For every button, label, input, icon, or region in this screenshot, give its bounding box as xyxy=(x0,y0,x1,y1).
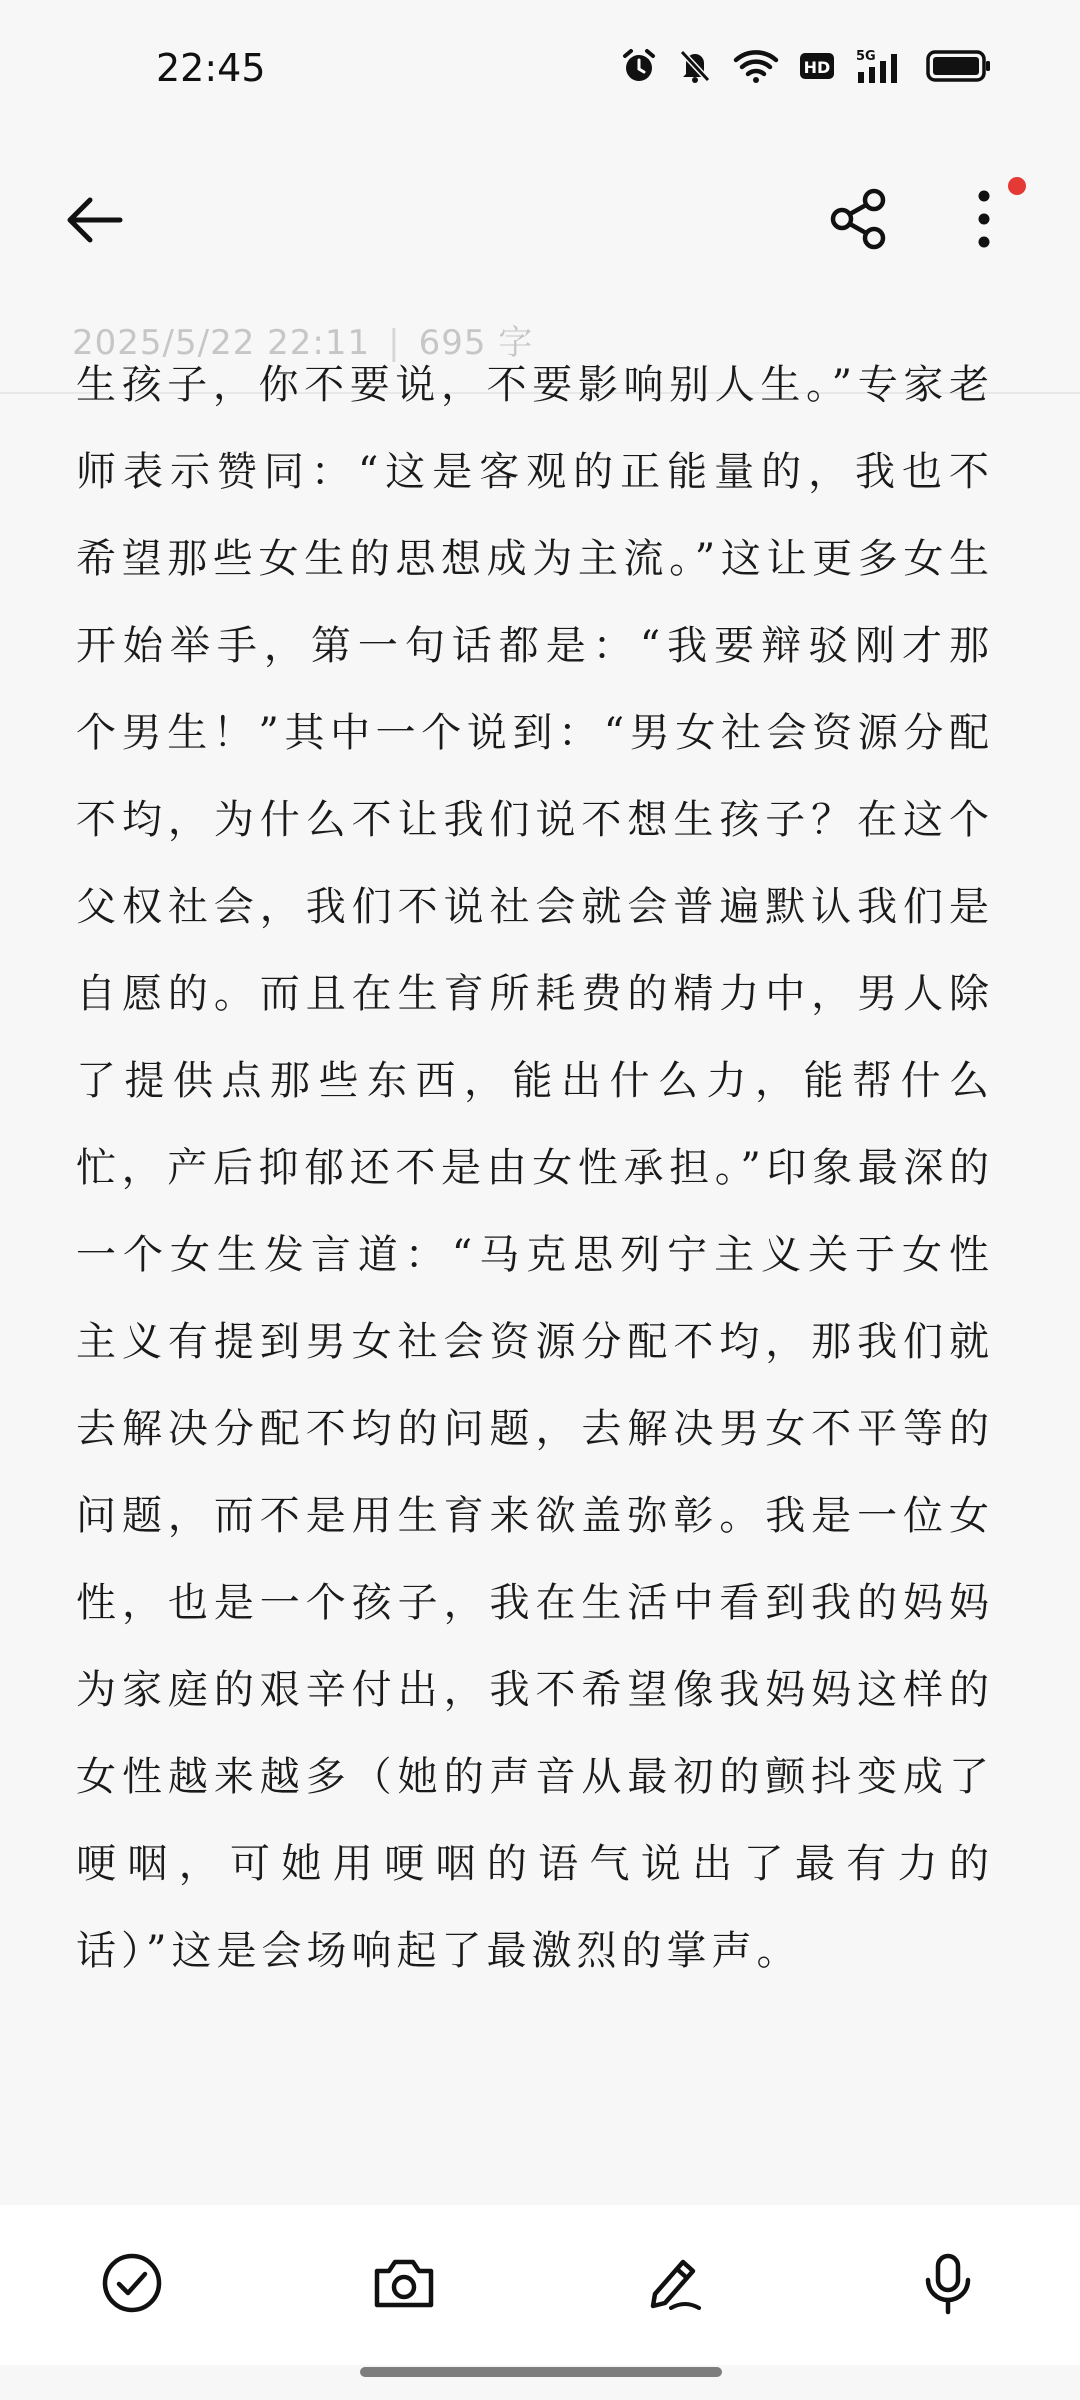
pen-icon xyxy=(641,2250,707,2316)
share-icon xyxy=(826,186,892,252)
hd-icon xyxy=(800,51,834,81)
note-word-count: 695 字 xyxy=(418,323,534,363)
status-time: 22:45 xyxy=(156,46,266,90)
check-circle-icon xyxy=(100,2251,164,2315)
share-button[interactable] xyxy=(826,186,892,252)
note-timestamp: 2025/5/22 22:11 xyxy=(72,323,371,363)
battery-icon xyxy=(926,50,992,82)
camera-button[interactable] xyxy=(366,2245,442,2321)
mute-bell-icon xyxy=(678,48,712,84)
notification-dot xyxy=(1008,177,1026,195)
wifi-icon xyxy=(734,49,778,83)
home-indicator[interactable] xyxy=(360,2367,722,2377)
checklist-button[interactable] xyxy=(94,2245,170,2321)
note-content-area[interactable] xyxy=(0,362,1080,2184)
back-button[interactable] xyxy=(60,190,130,250)
arrow-left-icon xyxy=(60,190,130,250)
meta-separator: | xyxy=(388,323,401,363)
5g-signal-icon xyxy=(856,48,904,84)
svg-text:HD: HD xyxy=(803,58,831,77)
bottom-toolbar xyxy=(0,2205,1080,2365)
status-bar xyxy=(0,0,1080,130)
svg-text:5G: 5G xyxy=(856,49,876,64)
microphone-icon xyxy=(918,2250,978,2316)
top-app-bar xyxy=(0,170,1080,270)
alarm-icon xyxy=(622,48,656,84)
more-vertical-icon xyxy=(956,186,1016,252)
voice-input-button[interactable] xyxy=(910,2245,986,2321)
status-icons xyxy=(622,48,992,84)
handwriting-button[interactable] xyxy=(636,2245,712,2321)
camera-icon xyxy=(371,2253,437,2313)
note-body-text[interactable]: 生孩子，你不要说，不要影响别人生。”专家老师表示赞同：“这是客观的正能量的，我也不希望那些女生的思想成为主流。”这让更多女生开始举手，第一句话都是：“我要辩驳刚才那个男生！”其中一个说到：“男女社会资源分配不均，为什么不让我们说不想生孩子？在这个父权社会，我们不说社会就会普遍默认我们是自愿的。而且在生育所耗费的精力中，男人除了提供点那些东西，能出什么力，能帮什么忙，产后抑郁还不是由女性承担。”印象最深的一个女生发言道：“马克思列宁主义关于女性主义有提到男女社会资源分配不均，那我们就去解决分配不均的问题，去解决男女不平等的问题，而不是用生育来欲盖弥彰。我是一位女性，也是一个孩子，我在生活中看到我的妈妈为家庭的艰辛付出，我不希望像我妈妈这样的女性越来越多（她的声音从最初的颤抖变成了哽咽，可她用哽咽的语气说出了最有力的话）”这是会场响起了最激烈的掌声。 xyxy=(76,362,994,1974)
more-options-button[interactable] xyxy=(956,186,1016,252)
